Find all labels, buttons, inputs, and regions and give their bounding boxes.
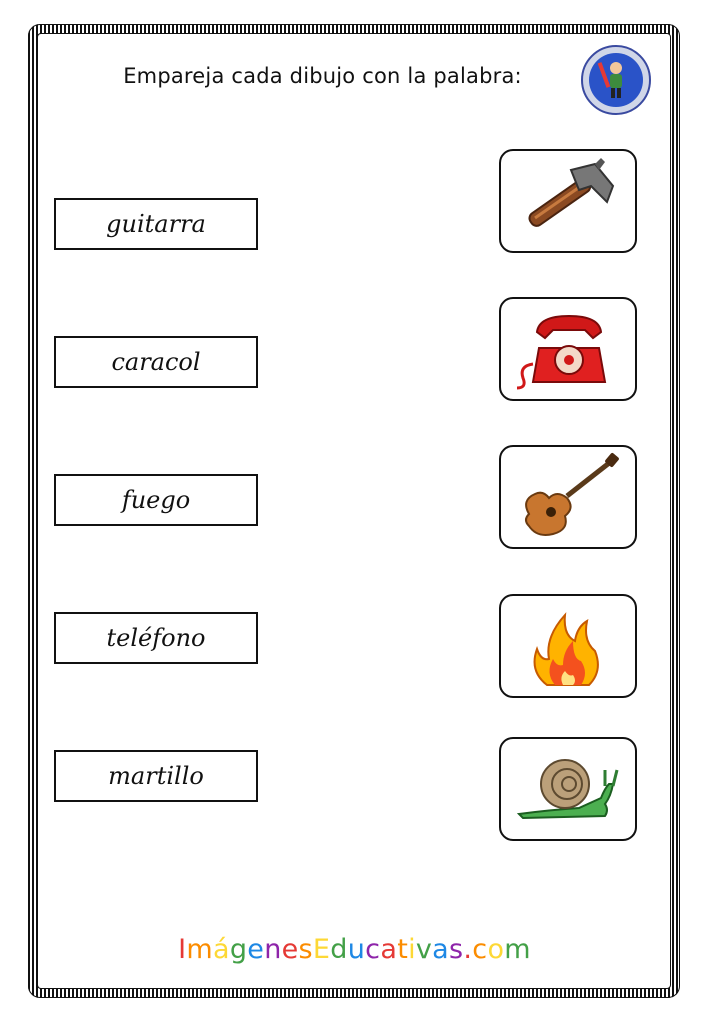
picture-box-4 [499, 594, 637, 698]
fire-icon [509, 601, 627, 691]
picture-box-2 [499, 297, 637, 401]
hammer-icon [509, 156, 627, 246]
brand-letter: i [408, 934, 416, 965]
brand-letter: s [449, 934, 464, 965]
brand-letter: u [347, 934, 366, 965]
brand-letter: s [298, 934, 313, 965]
brand-letter: I [178, 934, 187, 965]
guitar-icon [509, 452, 627, 542]
brand-letter: . [463, 934, 473, 965]
word-box-1: guitarra [54, 198, 258, 250]
brand-letter: n [264, 934, 282, 965]
brand-letter: a [380, 934, 398, 965]
brand-letter: m [504, 934, 531, 965]
brand-letter: e [247, 934, 265, 965]
telephone-icon [509, 304, 627, 394]
brand-letter: o [487, 934, 505, 965]
brand-footer [0, 934, 709, 965]
brand-letter: E [312, 934, 331, 965]
brand-letter: a [432, 934, 450, 965]
brand-letter: t [397, 934, 409, 965]
brand-letter: c [365, 934, 381, 965]
word-box-5: martillo [54, 750, 258, 802]
brand-letter: á [212, 934, 230, 965]
brand-letter: m [186, 934, 213, 965]
word-box-2: caracol [54, 336, 258, 388]
brand-letter: g [229, 934, 248, 965]
brand-letter: e [281, 934, 299, 965]
picture-box-5 [499, 737, 637, 841]
worksheet-title: Empareja cada dibujo con la palabra: [123, 64, 522, 88]
picture-box-3 [499, 445, 637, 549]
brand-letter: v [415, 934, 433, 965]
brand-text [178, 934, 531, 965]
brand-letter: d [330, 934, 348, 965]
word-box-3: fuego [54, 474, 258, 526]
snail-icon [509, 744, 627, 834]
picture-box-1 [499, 149, 637, 253]
logo-icon [580, 44, 652, 116]
brand-letter: c [472, 934, 488, 965]
word-box-4: teléfono [54, 612, 258, 664]
